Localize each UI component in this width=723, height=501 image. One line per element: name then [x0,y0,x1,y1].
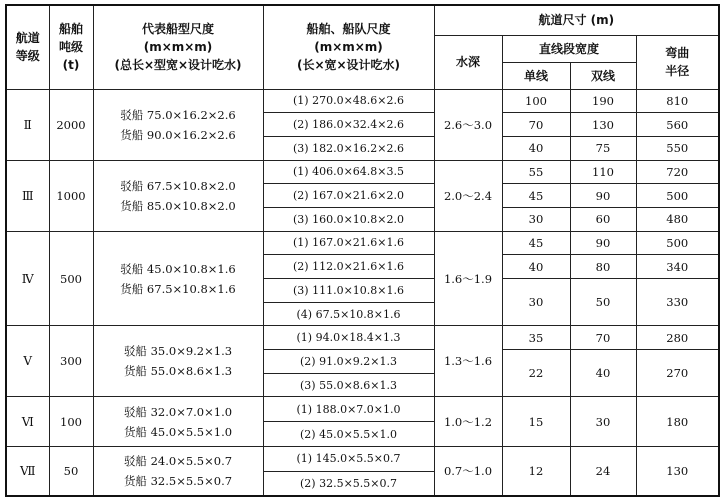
double-width: 90 [570,231,636,255]
bend-radius: 340 [636,255,719,279]
waterway-dimensions-table [5,4,720,497]
single-width: 22 [502,350,570,397]
single-width: 100 [502,89,570,113]
bend-radius: 480 [636,207,719,231]
bend-radius: 560 [636,113,719,137]
tonnage-cell: 50 [49,446,93,496]
single-width: 30 [502,279,570,326]
convoy-dims: (1) 270.0×48.6×2.6 [263,89,434,113]
single-width: 35 [502,326,570,350]
convoy-dims: (1) 94.0×18.4×1.3 [263,326,434,350]
barge-dims: 驳船 35.0×9.2×1.3 [123,344,233,359]
convoy-dims: (2) 32.5×5.5×0.7 [263,471,434,496]
single-width: 70 [502,113,570,137]
convoy-dims: (4) 67.5×10.8×1.6 [263,302,434,326]
rep-ships-cell [93,446,263,496]
barge-dims: 驳船 45.0×10.8×1.6 [120,261,236,276]
depth-cell: 2.6～3.0 [434,89,502,160]
tonnage-cell: 500 [49,231,93,326]
single-width: 40 [502,136,570,160]
header-rep-ship [93,5,263,89]
convoy-dims: (3) 160.0×10.8×2.0 [263,207,434,231]
header-grade-line2: 等级 [15,49,40,64]
convoy-dims: (1) 167.0×21.6×1.6 [263,231,434,255]
header-channel-dims: 航道尺寸 (m) [434,5,719,35]
header-double-lane: 双线 [570,62,636,89]
bend-radius: 270 [636,350,719,397]
convoy-dims: (2) 186.0×32.4×2.6 [263,113,434,137]
depth-cell: 2.0～2.4 [434,160,502,231]
double-width: 130 [570,113,636,137]
barge-dims: 驳船 67.5×10.8×2.0 [120,178,236,193]
header-grade-line1: 航道 [15,31,40,46]
header-bend-line1: 弯曲 [665,46,690,60]
convoy-dims: (2) 167.0×21.6×2.0 [263,184,434,208]
grade-cell: Ⅴ [6,326,49,397]
header-bend-line2: 半径 [665,64,690,78]
double-width: 90 [570,184,636,208]
grade-cell: Ⅱ [6,89,49,160]
single-width: 15 [502,397,570,446]
cargo-ship-dims: 货船 55.0×8.6×1.3 [123,364,233,379]
depth-cell: 1.6～1.9 [434,231,502,326]
grade-cell: Ⅵ [6,397,49,446]
tonnage-cell: 100 [49,397,93,446]
double-width: 70 [570,326,636,350]
convoy-dims: (3) 55.0×8.6×1.3 [263,373,434,397]
bend-radius: 720 [636,160,719,184]
tonnage-cell: 1000 [49,160,93,231]
barge-dims: 驳船 24.0×5.5×0.7 [123,453,233,468]
header-rep-ship-unit: (m×m×m) [143,40,213,55]
barge-dims: 驳船 75.0×16.2×2.6 [120,107,236,122]
header-bend-radius [636,35,719,89]
double-width: 190 [570,89,636,113]
bend-radius: 550 [636,136,719,160]
single-width: 45 [502,184,570,208]
double-width: 24 [570,446,636,496]
header-convoy-unit: (m×m×m) [314,40,383,55]
header-single-lane: 单线 [502,62,570,89]
cargo-ship-dims: 货船 85.0×10.8×2.0 [120,198,236,213]
header-tonnage [49,5,93,89]
cargo-ship-dims: 货船 45.0×5.5×1.0 [123,424,233,439]
double-width: 80 [570,255,636,279]
barge-dims: 驳船 32.0×7.0×1.0 [123,404,233,419]
single-width: 55 [502,160,570,184]
rep-ships-cell [93,231,263,326]
bend-radius: 330 [636,279,719,326]
header-grade [6,5,49,89]
bend-radius: 810 [636,89,719,113]
convoy-dims: (3) 182.0×16.2×2.6 [263,136,434,160]
rep-ships-cell [93,160,263,231]
double-width: 60 [570,207,636,231]
single-width: 12 [502,446,570,496]
header-rep-ship-note: (总长×型宽×设计吃水) [114,58,242,73]
header-tonnage-unit: (t) [62,58,80,73]
cargo-ship-dims: 货船 67.5×10.8×1.6 [120,281,236,296]
double-width: 40 [570,350,636,397]
grade-cell: Ⅶ [6,446,49,496]
bend-radius: 280 [636,326,719,350]
grade-cell: Ⅳ [6,231,49,326]
bend-radius: 130 [636,446,719,496]
single-width: 45 [502,231,570,255]
double-width: 50 [570,279,636,326]
tonnage-cell: 2000 [49,89,93,160]
convoy-dims: (2) 45.0×5.5×1.0 [263,422,434,447]
depth-cell: 1.0～1.2 [434,397,502,446]
single-width: 40 [502,255,570,279]
convoy-dims: (2) 91.0×9.2×1.3 [263,350,434,374]
grade-cell: Ⅲ [6,160,49,231]
rep-ships-cell [93,397,263,446]
bend-radius: 500 [636,184,719,208]
header-convoy [263,5,434,89]
bend-radius: 500 [636,231,719,255]
convoy-dims: (1) 188.0×7.0×1.0 [263,397,434,422]
header-straight-width: 直线段宽度 [502,35,636,62]
tonnage-cell: 300 [49,326,93,397]
double-width: 75 [570,136,636,160]
header-convoy-title: 船舶、船队尺度 [306,22,391,37]
rep-ships-cell [93,89,263,160]
bend-radius: 180 [636,397,719,446]
header-rep-ship-title: 代表船型尺度 [141,22,214,37]
depth-cell: 0.7～1.0 [434,446,502,496]
header-tonnage-line2: 吨级 [58,40,83,55]
double-width: 110 [570,160,636,184]
convoy-dims: (1) 145.0×5.5×0.7 [263,446,434,471]
double-width: 30 [570,397,636,446]
cargo-ship-dims: 货船 90.0×16.2×2.6 [120,127,236,142]
cargo-ship-dims: 货船 32.5×5.5×0.7 [123,473,233,488]
header-convoy-note: (长×宽×设计吃水) [296,58,401,73]
depth-cell: 1.3～1.6 [434,326,502,397]
single-width: 30 [502,207,570,231]
convoy-dims: (2) 112.0×21.6×1.6 [263,255,434,279]
convoy-dims: (1) 406.0×64.8×3.5 [263,160,434,184]
rep-ships-cell [93,326,263,397]
header-depth: 水深 [434,35,502,89]
header-tonnage-line1: 船舶 [58,22,83,37]
convoy-dims: (3) 111.0×10.8×1.6 [263,279,434,303]
